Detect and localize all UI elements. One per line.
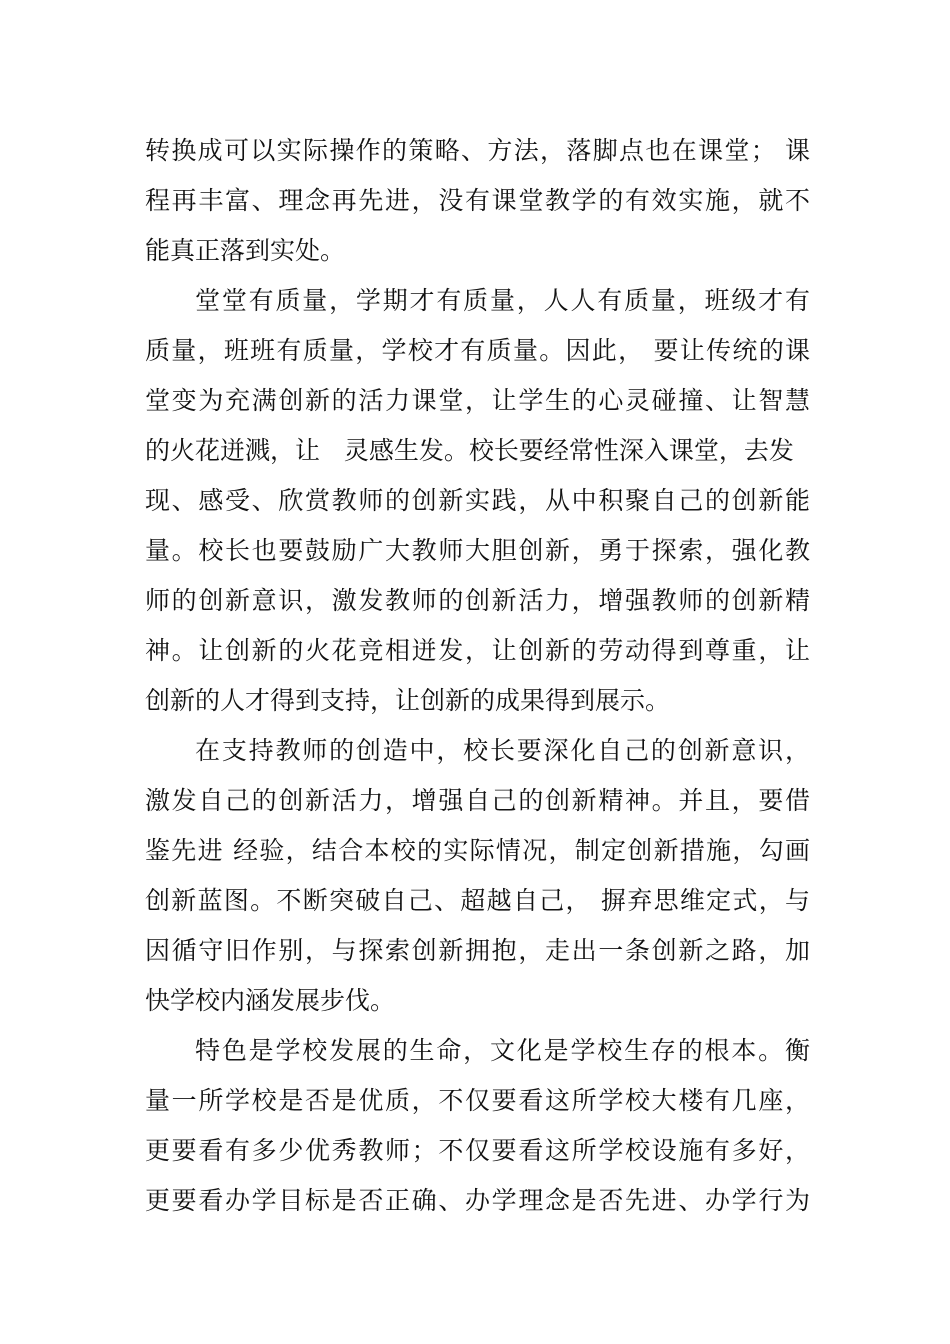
text-line: 堂堂有质量，学期才有质量，人人有质量，班级才有 — [195, 286, 810, 315]
text-line: 现、感受、欣赏教师的创新实践，从中积聚自己的创新能 — [145, 486, 810, 515]
text-line: 激发自己的创新活力，增强自己的创新精神。并且，要借 — [145, 786, 810, 815]
text-line: 量。校长也要鼓励广大教师大胆创新，勇于探索，强化教 — [145, 536, 810, 565]
text-line: 程再丰富、理念再先进，没有课堂教学的有效实施，就不 — [145, 186, 810, 215]
text-line: 创新蓝图。不断突破自己、超越自己， 摒弃思维定式，与 — [145, 886, 810, 915]
text-line: 质量，班班有质量，学校才有质量。因此， 要让传统的课 — [145, 336, 810, 365]
text-line: 量一所学校是否是优质，不仅要看这所学校大楼有几座， — [145, 1086, 810, 1115]
text-line: 转换成可以实际操作的策略、方法，落脚点也在课堂； 课 — [145, 136, 810, 165]
text-line: 鉴先进 经验，结合本校的实际情况，制定创新措施，勾画 — [145, 836, 810, 865]
text-line: 快学校内涵发展步伐。 — [145, 986, 396, 1015]
text-line: 特色是学校发展的生命，文化是学校生存的根本。衡 — [195, 1036, 810, 1065]
text-line: 神。让创新的火花竞相迸发，让创新的劳动得到尊重，让 — [145, 636, 810, 665]
text-line: 更要看有多少优秀教师；不仅要看这所学校设施有多好， — [145, 1136, 810, 1165]
text-line: 堂变为充满创新的活力课堂，让学生的心灵碰撞、让智慧 — [145, 386, 810, 415]
text-line: 能真正落到实处。 — [145, 236, 346, 265]
body-text — [145, 126, 810, 1226]
text-line: 在支持教师的创造中，校长要深化自己的创新意识， — [195, 736, 810, 765]
text-line: 的火花迸溅，让 灵感生发。校长要经常性深入课堂，去发 — [145, 436, 794, 465]
text-line: 创新的人才得到支持，让创新的成果得到展示。 — [145, 686, 671, 715]
text-line: 师的创新意识，激发教师的创新活力，增强教师的创新精 — [145, 586, 810, 615]
text-line: 因循守旧作别，与探索创新拥抱，走出一条创新之路，加 — [145, 936, 810, 965]
text-line: 更要看办学目标是否正确、办学理念是否先进、办学行为 — [145, 1186, 810, 1215]
